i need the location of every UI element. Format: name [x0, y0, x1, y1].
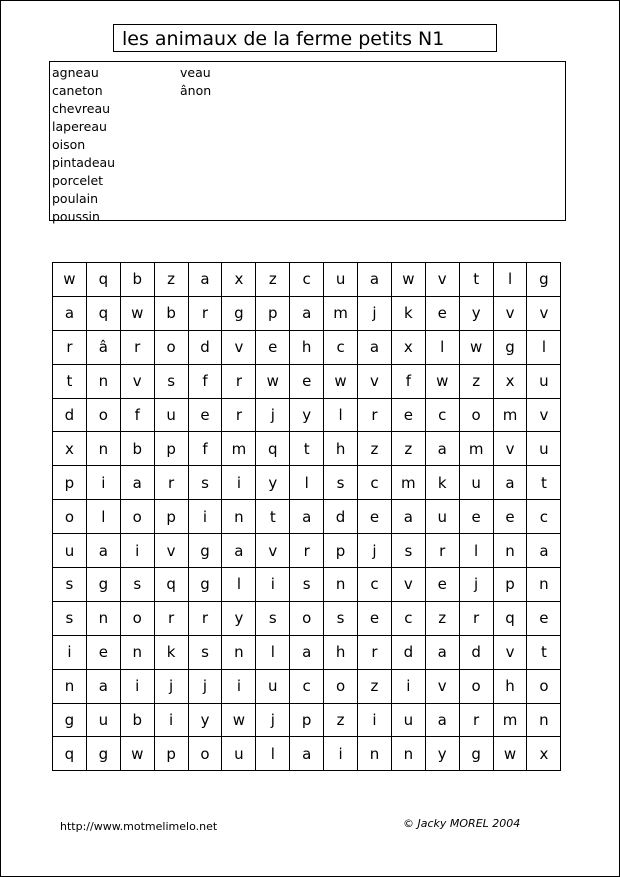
grid-cell[interactable]: o — [459, 669, 493, 703]
grid-cell[interactable]: w — [120, 296, 154, 330]
grid-cell[interactable]: s — [188, 466, 222, 500]
grid-cell[interactable]: w — [256, 364, 290, 398]
grid-cell[interactable]: j — [188, 669, 222, 703]
grid-cell[interactable]: m — [493, 398, 527, 432]
grid-cell[interactable]: u — [256, 669, 290, 703]
grid-cell[interactable]: l — [222, 568, 256, 602]
grid-cell[interactable]: e — [425, 296, 459, 330]
grid-cell[interactable]: d — [324, 500, 358, 534]
grid-cell[interactable]: f — [391, 364, 425, 398]
grid-cell[interactable]: j — [358, 534, 392, 568]
grid-cell[interactable]: s — [256, 601, 290, 635]
grid-cell[interactable]: j — [459, 568, 493, 602]
grid-cell[interactable]: r — [358, 398, 392, 432]
grid-cell[interactable]: p — [290, 703, 324, 737]
grid-cell[interactable]: w — [222, 703, 256, 737]
grid-cell[interactable]: b — [120, 703, 154, 737]
grid-cell[interactable]: n — [120, 635, 154, 669]
word-item: chevreau — [52, 101, 111, 116]
grid-cell[interactable]: k — [391, 296, 425, 330]
grid-cell[interactable]: u — [425, 500, 459, 534]
grid-cell[interactable]: t — [290, 432, 324, 466]
grid-cell[interactable]: z — [425, 601, 459, 635]
grid-cell[interactable]: r — [53, 330, 87, 364]
grid-cell[interactable]: b — [120, 432, 154, 466]
grid-cell[interactable]: d — [53, 398, 87, 432]
grid-cell[interactable]: d — [391, 635, 425, 669]
word-list-column-1 — [52, 64, 115, 226]
grid-cell[interactable]: e — [459, 500, 493, 534]
grid-cell[interactable]: n — [527, 568, 561, 602]
word-search-grid — [52, 262, 561, 771]
grid-cell[interactable]: z — [324, 703, 358, 737]
grid-cell[interactable]: o — [120, 500, 154, 534]
grid-cell[interactable]: c — [358, 568, 392, 602]
grid-cell[interactable]: r — [154, 466, 188, 500]
grid-cell[interactable]: z — [459, 364, 493, 398]
footer-url: http://www.motmelimelo.net — [60, 820, 218, 833]
grid-cell[interactable]: i — [188, 500, 222, 534]
grid-cell[interactable]: r — [459, 601, 493, 635]
grid-cell[interactable]: g — [222, 296, 256, 330]
grid-cell[interactable]: a — [86, 534, 120, 568]
grid-row — [53, 263, 561, 297]
grid-cell[interactable]: f — [120, 398, 154, 432]
grid-cell[interactable]: p — [324, 534, 358, 568]
word-item: poulain — [52, 191, 99, 206]
word-list — [49, 61, 566, 224]
grid-cell[interactable]: o — [86, 398, 120, 432]
grid-cell[interactable]: z — [154, 263, 188, 297]
grid-cell[interactable]: o — [120, 601, 154, 635]
grid-cell[interactable]: w — [120, 737, 154, 771]
grid-cell[interactable]: g — [86, 568, 120, 602]
grid-cell[interactable]: r — [120, 330, 154, 364]
grid-cell[interactable]: n — [391, 737, 425, 771]
grid-cell[interactable]: l — [527, 330, 561, 364]
word-item: pintadeau — [52, 155, 116, 170]
grid-cell[interactable]: p — [493, 568, 527, 602]
grid-cell[interactable]: s — [53, 568, 87, 602]
word-list-column-2 — [180, 64, 211, 100]
grid-cell[interactable]: x — [53, 432, 87, 466]
word-item: caneton — [52, 83, 103, 98]
grid-cell[interactable]: a — [222, 534, 256, 568]
grid-cell[interactable]: e — [290, 364, 324, 398]
grid-cell[interactable]: r — [222, 398, 256, 432]
grid-cell[interactable]: r — [188, 601, 222, 635]
grid-cell[interactable]: o — [527, 669, 561, 703]
grid-cell[interactable]: z — [358, 669, 392, 703]
grid-cell[interactable]: r — [188, 296, 222, 330]
grid-row — [53, 466, 561, 500]
grid-cell[interactable]: s — [290, 568, 324, 602]
grid-row — [53, 737, 561, 771]
grid-cell[interactable]: w — [459, 330, 493, 364]
grid-cell[interactable]: o — [459, 398, 493, 432]
grid-cell[interactable]: a — [120, 466, 154, 500]
grid-cell[interactable]: m — [459, 432, 493, 466]
grid-cell[interactable]: s — [154, 364, 188, 398]
word-item: poussin — [52, 209, 100, 224]
grid-cell[interactable]: e — [358, 500, 392, 534]
grid-cell[interactable]: g — [86, 737, 120, 771]
grid-cell[interactable]: c — [425, 398, 459, 432]
grid-cell[interactable]: s — [391, 534, 425, 568]
grid-cell[interactable]: y — [459, 296, 493, 330]
grid-row — [53, 601, 561, 635]
grid-cell[interactable]: x — [391, 330, 425, 364]
grid-cell[interactable]: h — [290, 330, 324, 364]
grid-cell[interactable]: r — [154, 601, 188, 635]
word-item: oison — [52, 137, 86, 152]
grid-cell[interactable]: s — [324, 601, 358, 635]
grid-cell[interactable]: i — [154, 703, 188, 737]
grid-cell[interactable]: z — [256, 263, 290, 297]
word-item: porcelet — [52, 173, 104, 188]
grid-cell[interactable]: n — [86, 364, 120, 398]
grid-cell[interactable]: g — [493, 330, 527, 364]
grid-cell[interactable]: h — [493, 669, 527, 703]
grid-cell[interactable]: v — [222, 330, 256, 364]
grid-cell[interactable]: g — [53, 703, 87, 737]
grid-cell[interactable]: l — [324, 398, 358, 432]
grid-cell[interactable]: v — [154, 534, 188, 568]
grid-cell[interactable]: y — [188, 703, 222, 737]
grid-cell[interactable]: j — [154, 669, 188, 703]
grid-cell[interactable]: l — [86, 500, 120, 534]
grid-cell[interactable]: k — [425, 466, 459, 500]
grid-cell[interactable]: a — [290, 737, 324, 771]
grid-cell[interactable]: t — [256, 500, 290, 534]
grid-cell[interactable]: r — [425, 534, 459, 568]
grid-cell[interactable]: v — [120, 364, 154, 398]
grid-cell[interactable]: e — [358, 601, 392, 635]
grid-cell[interactable]: u — [324, 263, 358, 297]
grid-cell[interactable]: n — [86, 432, 120, 466]
grid-cell[interactable]: j — [358, 296, 392, 330]
grid-cell[interactable]: n — [86, 601, 120, 635]
grid-cell[interactable]: h — [324, 635, 358, 669]
grid-cell[interactable]: x — [527, 737, 561, 771]
grid-cell[interactable]: p — [256, 296, 290, 330]
grid-cell[interactable]: v — [256, 534, 290, 568]
grid-cell[interactable]: n — [53, 669, 87, 703]
grid-cell[interactable]: p — [154, 500, 188, 534]
grid-cell[interactable]: s — [53, 601, 87, 635]
grid-cell[interactable]: c — [391, 601, 425, 635]
grid-cell[interactable]: l — [493, 263, 527, 297]
grid-cell[interactable]: t — [527, 466, 561, 500]
grid-cell[interactable]: l — [256, 737, 290, 771]
grid-cell[interactable]: w — [425, 364, 459, 398]
grid-cell[interactable]: e — [256, 330, 290, 364]
grid-cell[interactable]: g — [459, 737, 493, 771]
grid-cell[interactable]: i — [391, 669, 425, 703]
grid-cell[interactable]: u — [86, 703, 120, 737]
grid-cell[interactable]: o — [188, 737, 222, 771]
grid-cell[interactable]: i — [324, 737, 358, 771]
grid-cell[interactable]: n — [222, 635, 256, 669]
grid-cell[interactable]: c — [358, 466, 392, 500]
grid-cell[interactable]: o — [324, 669, 358, 703]
grid-cell[interactable]: a — [290, 500, 324, 534]
grid-cell[interactable]: t — [527, 635, 561, 669]
page-title: les animaux de la ferme petits N1 — [113, 24, 497, 52]
grid-cell[interactable]: u — [154, 398, 188, 432]
grid-cell[interactable]: m — [493, 703, 527, 737]
word-item: lapereau — [52, 119, 107, 134]
grid-cell[interactable]: c — [290, 263, 324, 297]
grid-cell[interactable]: g — [527, 263, 561, 297]
grid-row — [53, 500, 561, 534]
grid-cell[interactable]: e — [493, 500, 527, 534]
grid-cell[interactable]: q — [53, 737, 87, 771]
footer-copyright: © Jacky MOREL 2004 — [403, 817, 521, 830]
grid-cell[interactable]: v — [493, 635, 527, 669]
grid-cell[interactable]: v — [358, 364, 392, 398]
grid-cell[interactable]: m — [222, 432, 256, 466]
grid-cell[interactable]: c — [290, 669, 324, 703]
grid-cell[interactable]: a — [290, 296, 324, 330]
grid-cell[interactable]: a — [493, 466, 527, 500]
grid-row — [53, 568, 561, 602]
grid-cell[interactable]: p — [154, 432, 188, 466]
grid-cell[interactable]: r — [459, 703, 493, 737]
grid-cell[interactable]: q — [86, 263, 120, 297]
grid-row — [53, 296, 561, 330]
grid-cell[interactable]: j — [256, 703, 290, 737]
grid-cell[interactable]: w — [493, 737, 527, 771]
grid-cell[interactable]: e — [86, 635, 120, 669]
grid-cell[interactable]: u — [527, 364, 561, 398]
grid-cell[interactable]: z — [391, 432, 425, 466]
grid-cell[interactable]: a — [290, 635, 324, 669]
grid-row — [53, 398, 561, 432]
grid-cell[interactable]: v — [527, 398, 561, 432]
grid-cell[interactable]: i — [120, 669, 154, 703]
grid-cell[interactable]: q — [493, 601, 527, 635]
grid-row — [53, 432, 561, 466]
grid-cell[interactable]: â — [86, 330, 120, 364]
grid-cell[interactable]: a — [358, 263, 392, 297]
grid-cell[interactable]: a — [425, 635, 459, 669]
grid-cell[interactable]: y — [256, 466, 290, 500]
grid-cell[interactable]: u — [459, 466, 493, 500]
grid-cell[interactable]: v — [493, 296, 527, 330]
grid-cell[interactable]: u — [527, 432, 561, 466]
grid-row — [53, 635, 561, 669]
grid-cell[interactable]: r — [358, 635, 392, 669]
grid-cell[interactable]: i — [358, 703, 392, 737]
grid-cell[interactable]: o — [53, 500, 87, 534]
grid-cell[interactable]: j — [256, 398, 290, 432]
grid-cell[interactable]: v — [527, 296, 561, 330]
grid-cell[interactable]: q — [256, 432, 290, 466]
grid-cell[interactable]: x — [493, 364, 527, 398]
word-item: veau — [180, 65, 211, 80]
grid-cell[interactable]: q — [154, 568, 188, 602]
grid-cell[interactable]: m — [391, 466, 425, 500]
grid-cell[interactable]: d — [188, 330, 222, 364]
grid-cell[interactable]: e — [188, 398, 222, 432]
grid-cell[interactable]: m — [324, 296, 358, 330]
grid-cell[interactable]: v — [391, 568, 425, 602]
grid-cell[interactable]: i — [53, 635, 87, 669]
grid-row — [53, 534, 561, 568]
grid-cell[interactable]: i — [222, 466, 256, 500]
grid-cell[interactable]: g — [188, 534, 222, 568]
grid-cell[interactable]: g — [188, 568, 222, 602]
word-item: ânon — [180, 83, 212, 98]
grid-cell[interactable]: a — [527, 534, 561, 568]
grid-cell[interactable]: s — [324, 466, 358, 500]
grid-cell[interactable]: t — [53, 364, 87, 398]
grid-cell[interactable]: h — [324, 432, 358, 466]
grid-cell[interactable]: a — [391, 500, 425, 534]
grid-cell[interactable]: k — [154, 635, 188, 669]
grid-cell[interactable]: l — [256, 635, 290, 669]
grid-cell[interactable]: a — [86, 669, 120, 703]
grid-cell[interactable]: w — [391, 263, 425, 297]
grid-cell[interactable]: i — [222, 669, 256, 703]
grid-cell[interactable]: i — [256, 568, 290, 602]
grid-row — [53, 364, 561, 398]
grid-cell[interactable]: w — [53, 263, 87, 297]
grid-cell[interactable]: i — [86, 466, 120, 500]
grid-cell[interactable]: t — [459, 263, 493, 297]
grid-row — [53, 703, 561, 737]
grid-cell[interactable]: e — [527, 601, 561, 635]
grid-cell[interactable]: z — [358, 432, 392, 466]
grid-cell[interactable]: y — [425, 737, 459, 771]
grid-cell[interactable]: f — [188, 432, 222, 466]
grid-cell[interactable]: e — [391, 398, 425, 432]
grid-cell[interactable]: c — [527, 500, 561, 534]
grid-cell[interactable]: y — [290, 398, 324, 432]
grid-cell[interactable]: v — [425, 669, 459, 703]
grid-row — [53, 669, 561, 703]
grid-cell[interactable]: n — [324, 568, 358, 602]
grid-cell[interactable]: w — [324, 364, 358, 398]
grid-cell[interactable]: y — [222, 601, 256, 635]
grid-cell[interactable]: u — [222, 737, 256, 771]
grid-cell[interactable]: o — [290, 601, 324, 635]
grid-cell[interactable]: q — [86, 296, 120, 330]
grid-cell[interactable]: l — [459, 534, 493, 568]
grid-cell[interactable]: n — [358, 737, 392, 771]
grid-cell[interactable]: a — [188, 263, 222, 297]
grid-cell[interactable]: a — [425, 703, 459, 737]
grid-cell[interactable]: u — [391, 703, 425, 737]
grid-cell[interactable]: e — [425, 568, 459, 602]
grid-cell[interactable]: a — [358, 330, 392, 364]
word-item: agneau — [52, 65, 99, 80]
grid-cell[interactable]: r — [290, 534, 324, 568]
grid-cell[interactable]: n — [222, 500, 256, 534]
grid-cell[interactable]: n — [493, 534, 527, 568]
grid-cell[interactable]: c — [324, 330, 358, 364]
grid-cell[interactable]: n — [527, 703, 561, 737]
grid-cell[interactable]: r — [222, 364, 256, 398]
grid-cell[interactable]: x — [222, 263, 256, 297]
grid-cell[interactable]: d — [459, 635, 493, 669]
grid-cell[interactable]: v — [425, 263, 459, 297]
grid-cell[interactable]: i — [120, 534, 154, 568]
grid-cell[interactable]: a — [425, 432, 459, 466]
grid-row — [53, 330, 561, 364]
grid-cell[interactable]: b — [154, 296, 188, 330]
grid-cell[interactable]: v — [493, 432, 527, 466]
grid-cell[interactable]: u — [53, 534, 87, 568]
grid-cell[interactable]: p — [53, 466, 87, 500]
grid-cell[interactable]: l — [290, 466, 324, 500]
grid-cell[interactable]: s — [120, 568, 154, 602]
grid-cell[interactable]: l — [425, 330, 459, 364]
grid-cell[interactable]: b — [120, 263, 154, 297]
grid-cell[interactable]: s — [188, 635, 222, 669]
grid-cell[interactable]: p — [154, 737, 188, 771]
grid-cell[interactable]: a — [53, 296, 87, 330]
grid-cell[interactable]: o — [154, 330, 188, 364]
grid-cell[interactable]: f — [188, 364, 222, 398]
